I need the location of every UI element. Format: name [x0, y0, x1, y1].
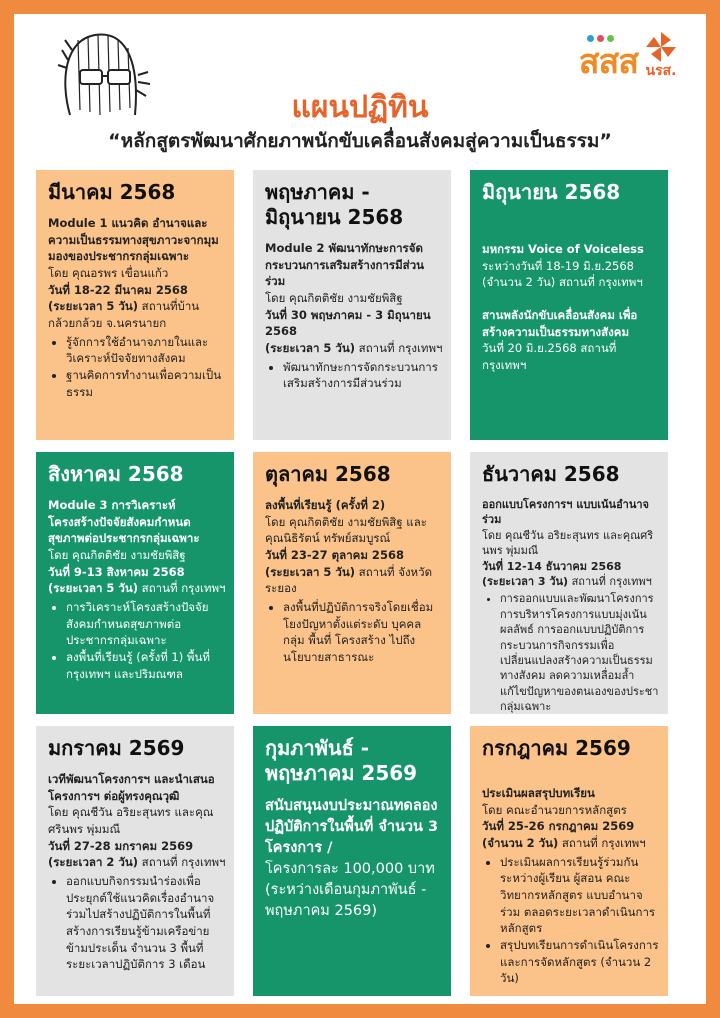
bullet-list [48, 873, 226, 973]
list-item: • การวิเคราะห์โครงสร้างปัจจัยสังคมกำหนดสุขภาพต่อประชากรกลุ่มเฉพาะ [66, 599, 226, 649]
page-subtitle: “หลักสูตรพัฒนาศักยภาพนักขับเคลื่อนสังคมสู่ความเป็นธรรม” [108, 130, 612, 152]
event-heading: สานพลังนักขับเคลื่อนสังคม เพื่อสร้างความเป็นธรรมทางสังคม [482, 308, 638, 339]
month-title: มิถุนายน 2568 [482, 180, 621, 204]
logo-dots [587, 35, 614, 42]
list-item: • ประเมินผลการเรียนรู้ร่วมกันระหว่างผู้เรียน ผู้สอน คณะวิทยากรหลักสูตร แบบอำนาจร่วม ตลอดระยะเวลาดำเนินการหลักสูตร [500, 854, 660, 937]
card-june-2568 [470, 170, 668, 440]
event-date: วันที่ 9-13 สิงหาคม 2568 [48, 564, 185, 579]
location: สถานที่ กรุงเทพฯ [568, 574, 652, 588]
card-october-2568 [253, 452, 451, 714]
list-item: • ออกแบบกิจกรรมนำร่องเพื่อประยุกต์ใช้แนวคิดเรื่องอำนาจร่วมไปสร้างปฏิบัติการในพื้นที่ สร้างการเรียนรู้ข้ามเครือข่าย ข้ามประเด็น จำนวน 3 พื้นที่ ระยะเวลาปฏิบัติการ 3 เดือน [66, 873, 226, 973]
event-heading: เวทีพัฒนาโครงการฯ และนำเสนอโครงการฯ ต่อผู้ทรงคุณวุฒิ [48, 772, 215, 803]
event-heading: ลงพื้นที่เรียนรู้ (ครั้งที่ 2) [265, 498, 386, 512]
list-item: • ลงพื้นที่ปฏิบัติการจริงโดยเชื่อมโยงปัญหาตั้งแต่ระดับ บุคคล กลุ่ม พื้นที่ โครงสร้าง ไปถึงนโยบายสาธารณะ [283, 599, 443, 666]
instructor: โดย คุณกิตติชัย งามชัยพิสิฐ [265, 291, 403, 306]
month-title: สิงหาคม 2568 [48, 462, 184, 486]
card-december-2568 [470, 452, 668, 714]
duration: (ระยะเวลา 5 วัน) [265, 341, 356, 356]
duration: (ระยะเวลา 3 วัน) [482, 574, 569, 588]
instructor: โดย คุณกิตติชัย งามชัยพิสิฐ [48, 548, 186, 563]
event-heading: มหกรรม Voice of Voiceless [482, 242, 644, 256]
month-title: มีนาคม 2568 [48, 180, 176, 204]
card-july-2569 [470, 726, 668, 996]
instructor: โดย คุณอรพร เขื่อนแก้ว [48, 266, 169, 281]
list-item: • รู้จักการใช้อำนาจภายในและวิเคราะห์ปัจจัยทางสังคม [66, 334, 226, 367]
duration: (ระยะเวลา 5 วัน) [265, 564, 356, 579]
module-heading: Module 3 การวิเคราะห์โครงสร้างปัจจัยสังคมกำหนดสุขภาพต่อประชากรกลุ่มเฉพาะ [48, 498, 200, 546]
event-date: วันที่ 12-14 ธันวาคม 2568 [482, 559, 622, 573]
month-title: พฤษภาคม - มิถุนายน 2568 [265, 180, 404, 229]
list-item: • ลงพื้นที่เรียนรู้ (ครั้งที่ 1) พื้นที่กรุงเทพฯ และปริมณฑล [66, 649, 226, 682]
instructor: โดย คุณกิตติชัย งามชัยพิสิฐ และคุณนิธิรัตน์ ทรัพย์สมบูรณ์ [265, 514, 427, 546]
card-march-2568 [36, 170, 234, 440]
module-heading: Module 2 พัฒนาทักษะการจัดกระบวนการเสริมสร้างการมีส่วนร่วม [265, 241, 425, 289]
card-feb-may-2569 [253, 726, 451, 996]
pinwheel-icon [644, 30, 678, 64]
month-title: ตุลาคม 2568 [265, 462, 391, 486]
bullet-list [265, 359, 443, 392]
duration: (ระยะเวลา 2 วัน) [48, 855, 139, 870]
month-title: มกราคม 2569 [48, 736, 185, 760]
list-item: • สรุปบทเรียนการดำเนินโครงการและการจัดหลักสูตร (จำนวน 2 วัน) [500, 937, 660, 987]
location: สถานที่ กรุงเทพฯ [558, 836, 646, 851]
event-date: วันที่ 27-28 มกราคม 2569 [48, 838, 194, 853]
bullet-list [482, 591, 660, 714]
location: สถานที่ กรุงเทพฯ [138, 581, 226, 596]
instructor: โดย คุณชีวัน อริยะสุนทร และคุณศรินพร พุ่มมณี [482, 528, 654, 558]
bullet-list [482, 854, 660, 987]
page-title: แผนปฏิทิน [291, 90, 429, 125]
logo-area [578, 30, 678, 82]
sss-logo-text: สสส [578, 43, 638, 82]
thaihealth-logo [578, 43, 638, 82]
location: สถานที่ กรุงเทพฯ [138, 855, 226, 870]
instructor: โดย คณะอำนวยการหลักสูตร [482, 802, 627, 817]
event-detail: วันที่ 20 มิ.ย.2568 สถานที่ กรุงเทพฯ [482, 341, 617, 373]
instructor: โดย คุณชีวัน อริยะสุนทร และคุณศรินพร พุ่มมณี [48, 805, 214, 837]
event-heading: ออกแบบโครงการฯ แบบเน้นอำนาจร่วม [482, 498, 650, 527]
card-august-2568 [36, 452, 234, 714]
location: สถานที่ จังหวัดระยอง [265, 564, 433, 596]
nrs-logo [644, 30, 678, 79]
event-heading: ประเมินผลสรุปบทเรียน [482, 786, 595, 800]
list-item: • ฐานคิดการทำงานเพื่อความเป็นธรรม [66, 367, 226, 400]
month-title: กรกฎาคม 2569 [482, 736, 631, 760]
event-date: วันที่ 25-26 กรกฎาคม 2569 [482, 819, 635, 834]
duration: (ระยะเวลา 5 วัน) [48, 581, 139, 596]
list-item: • พัฒนาทักษะการจัดกระบวนการเสริมสร้างการมีส่วนร่วม [283, 359, 443, 392]
list-item: • การออกแบบและพัฒนาโครงการ การบริหารโครงการแบบมุ่งเน้นผลลัพธ์ การออกแบบปฏิบัติการ กระบวนการกิจกรรมเพื่อเปลี่ยนแปลงสร้างความเป็นธรรมทางสังคม ลดความเหลื่อมล้ำ แก้ไขปัญหาของตนเองของประชากลุ่มเฉพาะ [500, 591, 660, 714]
event-date: วันที่ 30 พฤษภาคม - 3 มิถุนายน 2568 [265, 307, 431, 339]
bullet-list [48, 334, 226, 401]
month-title: กุมภาพันธ์ - พฤษภาคม 2569 [265, 736, 418, 785]
card-may-june-2568 [253, 170, 451, 440]
nrs-logo-text: นรส. [645, 63, 677, 79]
module-heading: Module 1 แนวคิด อำนาจและความเป็นธรรมทางสุขภาวะจากมุมมองของประชากรกลุ่มเฉพาะ [48, 216, 219, 264]
event-detail: ระหว่างวันที่ 18-19 มิ.ย.2568 (จำนวน 2 วัน) สถานที่ กรุงเทพฯ [482, 258, 643, 290]
event-heading: สนับสนุนงบประมาณทดลองปฏิบัติการในพื้นที่ จำนวน 3 โครงการ / [265, 798, 439, 857]
location: สถานที่บ้านกล้วยกล้วย จ.นครนายก [48, 299, 200, 331]
event-date: วันที่ 23-27 ตุลาคม 2568 [265, 548, 404, 563]
location: สถานที่ กรุงเทพฯ [355, 341, 443, 356]
bullet-list [48, 599, 226, 682]
month-title: ธันวาคม 2568 [482, 462, 620, 486]
duration: (จำนวน 2 วัน) [482, 836, 559, 851]
duration: (ระยะเวลา 5 วัน) [48, 299, 139, 314]
bullet-list [265, 599, 443, 666]
event-date: วันที่ 18-22 มีนาคม 2568 [48, 282, 188, 297]
card-january-2569 [36, 726, 234, 996]
event-detail: โครงการละ 100,000 บาท (ระหว่างเดือนกุมภาพันธ์ - พฤษภาคม 2569) [265, 861, 435, 920]
